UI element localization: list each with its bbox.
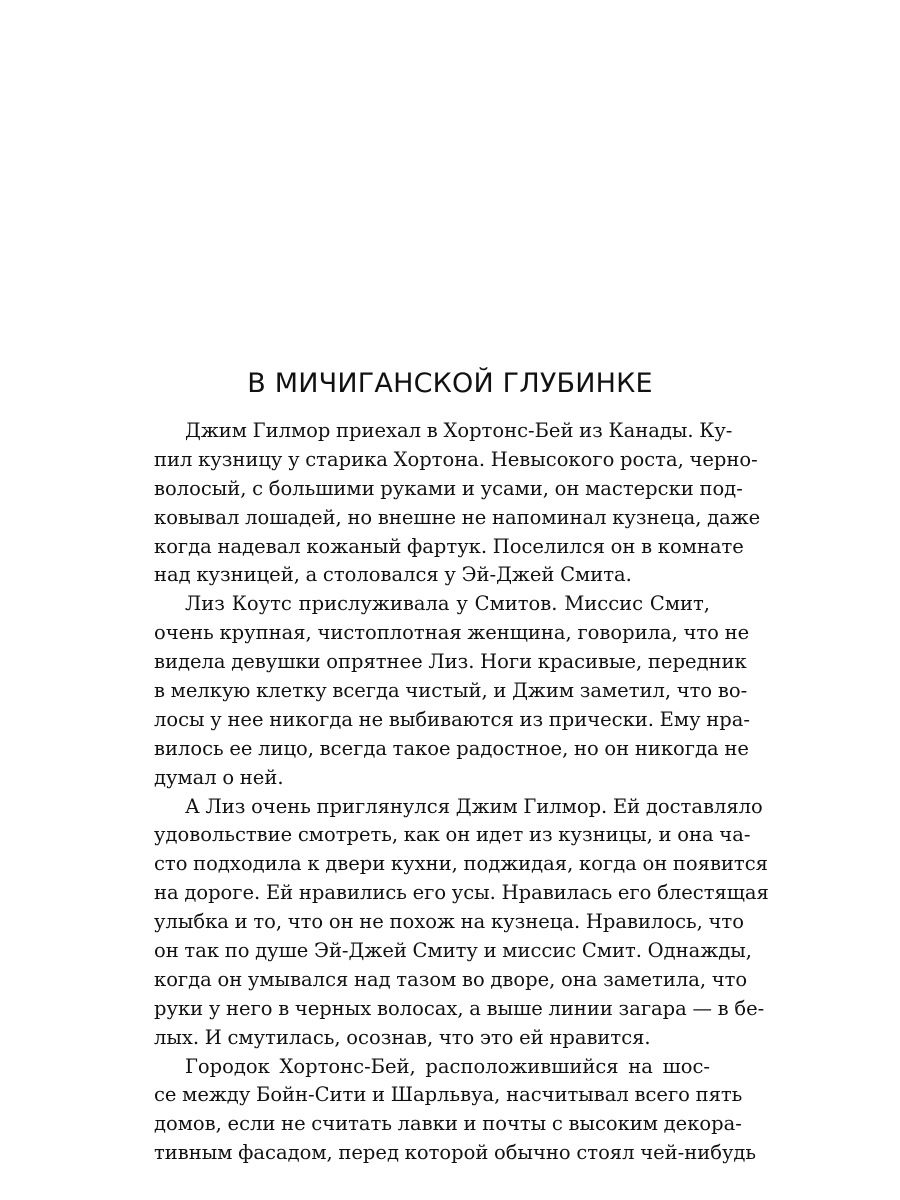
paragraph-2 [154, 590, 750, 792]
text-line: руки у него в черных волосах, а выше линии загара — в бе- [154, 996, 765, 1020]
text-line: лых. И смутилась, осознав, что это ей нравится. [154, 1025, 651, 1049]
text-line: он так по душе Эй-Джей Смиту и миссис Смит. Однажды, [154, 939, 752, 963]
text-line: се между Бойн-Сити и Шарльвуа, насчитывал всего пять [154, 1083, 743, 1107]
text-line: волосый, с большими руками и усами, он мастерски под- [154, 476, 743, 500]
text-line: вилось ее лицо, всегда такое радостное, но он никогда не [154, 736, 749, 760]
text-line: улыбка и то, что он не похож на кузнеца. Нравилось, что [154, 910, 744, 934]
paragraph-3 [154, 793, 769, 1053]
text-line: А Лиз очень приглянулся Джим Гилмор. Ей доставляло [185, 794, 763, 818]
text-line: Городок Хортонс-Бей, расположившийся на шос- [185, 1054, 710, 1078]
paragraph-1 [154, 417, 761, 590]
text-line: удовольствие смотреть, как он идет из кузницы, и она ча- [154, 823, 751, 847]
text-line: Лиз Коутс прислуживала у Смитов. Миссис Смит, [185, 592, 710, 616]
text-line: когда он умывался над тазом во дворе, она заметила, что [154, 967, 748, 991]
chapter-title: В МИЧИГАНСКОЙ ГЛУБИНКЕ [247, 368, 653, 399]
text-line: когда надевал кожаный фартук. Поселился он в комнате [154, 534, 744, 558]
text-line: в мелкую клетку всегда чистый, и Джим заметил, что во- [154, 679, 748, 703]
text-line: на дороге. Ей нравились его усы. Нравилась его блестящая [154, 881, 769, 905]
text-line: сто подходила к двери кухни, поджидая, когда он появится [154, 852, 768, 876]
text-line: пил кузницу у старика Хортона. Невысокого роста, черно- [154, 447, 758, 471]
text-line: лосы у нее никогда не выбиваются из прически. Ему нра- [154, 707, 750, 731]
text-line: видела девушки опрятнее Лиз. Ноги красивые, передник [154, 650, 747, 674]
text-line: очень крупная, чистоплотная женщина, говорила, что не [154, 621, 750, 645]
text-line: домов, если не считать лавки и почты с высоким декора- [154, 1112, 742, 1136]
text-line: над кузницей, а столовался у Эй-Джей Смита. [154, 563, 632, 587]
paragraph-4 [154, 1053, 757, 1169]
text-line: думал о ней. [154, 765, 284, 789]
body-text [154, 417, 769, 1168]
text-line: Джим Гилмор приехал в Хортонс-Бей из Канады. Ку- [185, 419, 733, 442]
text-line: тивным фасадом, перед которой обычно стоял чей-нибудь [154, 1141, 757, 1165]
text-line: ковывал лошадей, но внешне не напоминал кузнеца, даже [154, 505, 761, 529]
